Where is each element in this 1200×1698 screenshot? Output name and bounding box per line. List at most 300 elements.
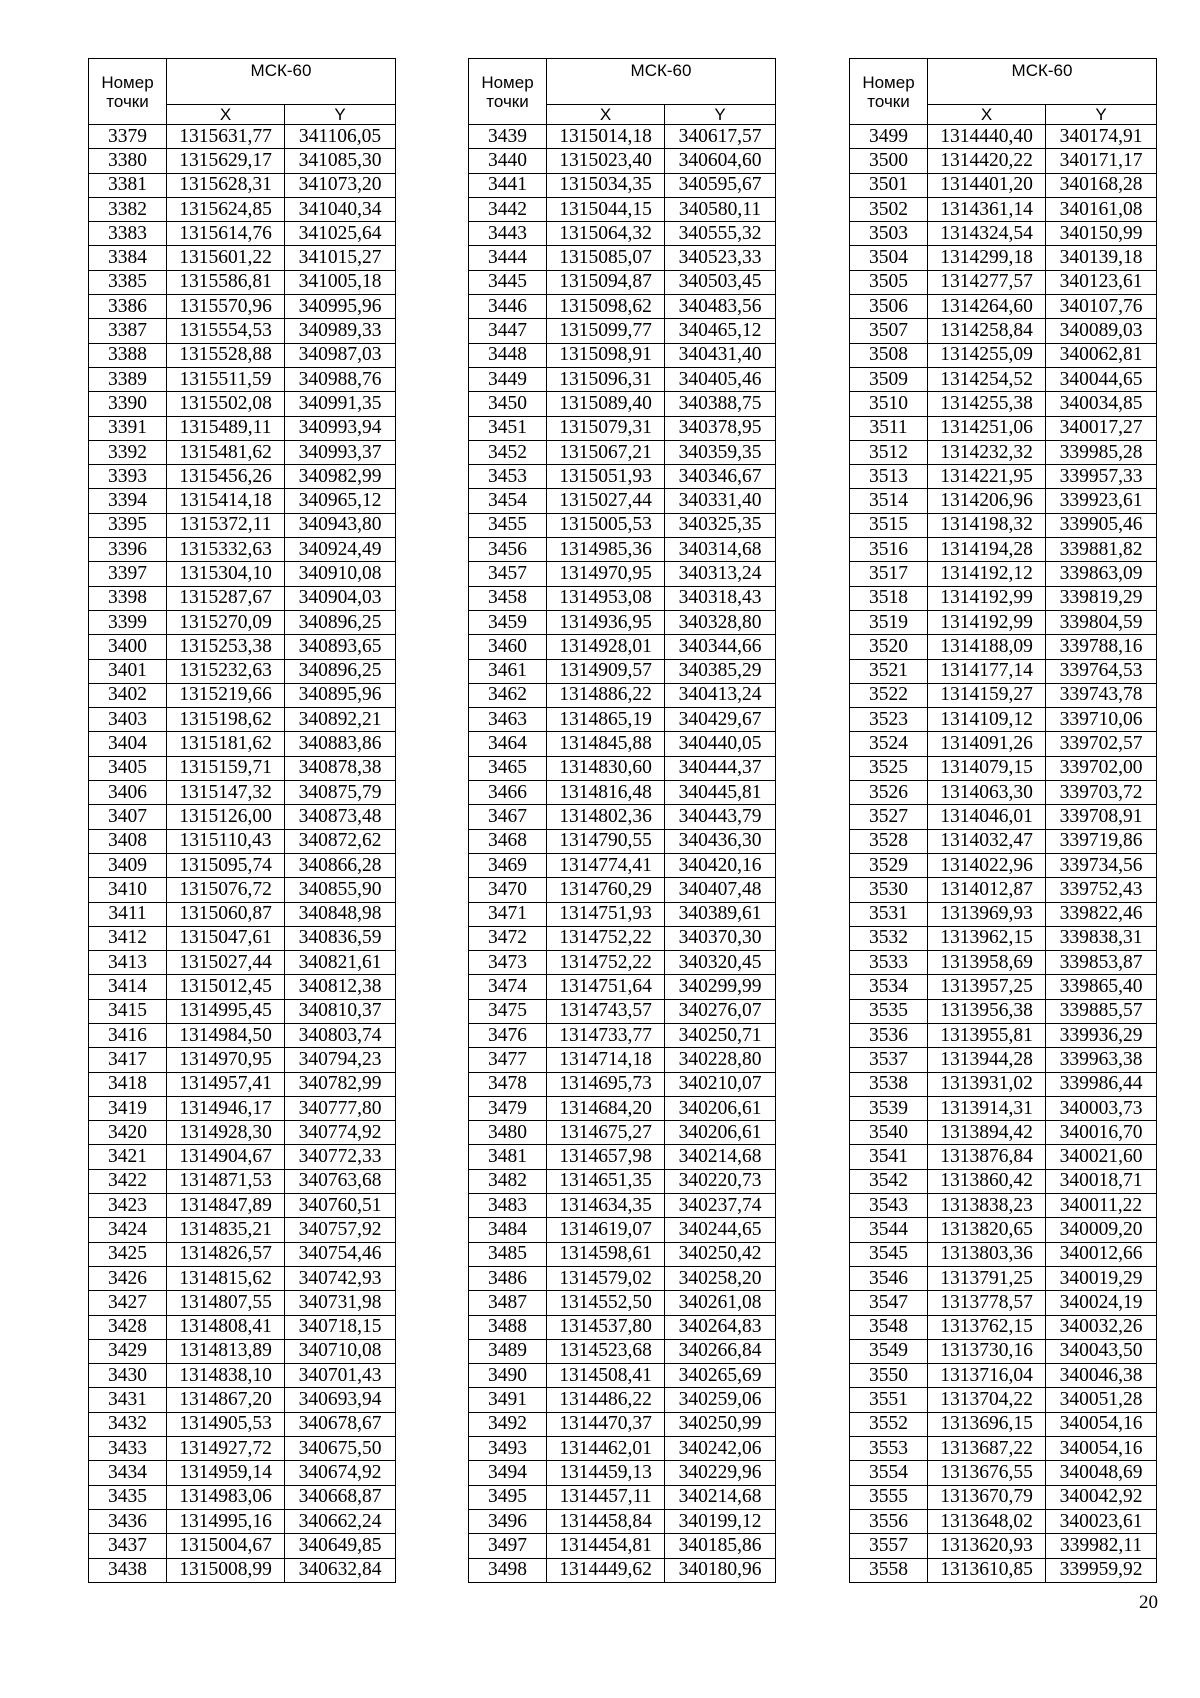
point-number-cell: 3469	[469, 853, 547, 877]
x-coordinate-cell: 1314299,18	[928, 246, 1046, 270]
x-coordinate-cell: 1313696,15	[928, 1412, 1046, 1436]
x-coordinate-cell: 1314462,01	[547, 1437, 665, 1461]
table-row	[89, 1145, 396, 1169]
point-number-cell: 3530	[850, 878, 928, 902]
point-number-cell: 3476	[469, 1023, 547, 1047]
x-coordinate-cell: 1314936,95	[547, 610, 665, 634]
table-row	[850, 999, 1157, 1023]
y-coordinate-cell: 340003,73	[1046, 1096, 1157, 1120]
y-coordinate-cell: 340431,40	[665, 343, 776, 367]
y-coordinate-cell: 340429,67	[665, 708, 776, 732]
table-row	[850, 1096, 1157, 1120]
point-number-cell: 3487	[469, 1291, 547, 1315]
x-coordinate-cell: 1314221,95	[928, 465, 1046, 489]
y-coordinate-cell: 340346,67	[665, 465, 776, 489]
y-coordinate-cell: 340054,16	[1046, 1412, 1157, 1436]
point-number-cell: 3535	[850, 999, 928, 1023]
point-number-cell: 3482	[469, 1169, 547, 1193]
x-coordinate-cell: 1315008,99	[167, 1558, 285, 1582]
x-coordinate-cell: 1315554,53	[167, 319, 285, 343]
table-row	[850, 781, 1157, 805]
point-number-cell: 3507	[850, 319, 928, 343]
table-row	[850, 1558, 1157, 1582]
x-coordinate-cell: 1313687,22	[928, 1437, 1046, 1461]
table-row	[469, 125, 776, 149]
y-coordinate-cell: 340866,28	[285, 853, 396, 877]
x-coordinate-cell: 1314928,30	[167, 1121, 285, 1145]
table-row	[469, 756, 776, 780]
x-coordinate-cell: 1314192,99	[928, 610, 1046, 634]
x-coordinate-cell: 1314886,22	[547, 683, 665, 707]
point-number-cell: 3499	[850, 125, 928, 149]
y-coordinate-cell: 340023,61	[1046, 1509, 1157, 1533]
table-row	[850, 635, 1157, 659]
table-row	[469, 732, 776, 756]
table-row	[850, 902, 1157, 926]
y-coordinate-cell: 340982,99	[285, 465, 396, 489]
y-coordinate-cell: 339923,61	[1046, 489, 1157, 513]
point-number-cell: 3510	[850, 392, 928, 416]
y-coordinate-cell: 340388,75	[665, 392, 776, 416]
point-number-cell: 3504	[850, 246, 928, 270]
x-coordinate-cell: 1315067,21	[547, 440, 665, 464]
point-number-cell: 3532	[850, 926, 928, 950]
table-row	[469, 829, 776, 853]
table-row	[89, 1291, 396, 1315]
point-number-cell: 3386	[89, 295, 167, 319]
table-row	[850, 853, 1157, 877]
x-coordinate-cell: 1315502,08	[167, 392, 285, 416]
point-number-cell: 3382	[89, 197, 167, 221]
y-coordinate-cell: 340754,46	[285, 1242, 396, 1266]
point-number-cell: 3460	[469, 635, 547, 659]
table-row	[469, 295, 776, 319]
y-coordinate-cell: 340988,76	[285, 367, 396, 391]
point-number-cell: 3506	[850, 295, 928, 319]
point-number-cell: 3384	[89, 246, 167, 270]
point-number-cell: 3551	[850, 1388, 928, 1412]
y-coordinate-cell: 340174,91	[1046, 125, 1157, 149]
point-number-cell: 3388	[89, 343, 167, 367]
y-coordinate-cell: 339957,33	[1046, 465, 1157, 489]
point-number-cell: 3438	[89, 1558, 167, 1582]
point-number-cell: 3403	[89, 708, 167, 732]
x-coordinate-cell: 1315614,76	[167, 222, 285, 246]
y-coordinate-cell: 340413,24	[665, 683, 776, 707]
table-row	[850, 659, 1157, 683]
table-row	[89, 149, 396, 173]
x-coordinate-cell: 1314946,17	[167, 1096, 285, 1120]
point-number-cell: 3492	[469, 1412, 547, 1436]
point-number-cell: 3399	[89, 610, 167, 634]
x-coordinate-cell: 1313716,04	[928, 1364, 1046, 1388]
point-number-cell: 3450	[469, 392, 547, 416]
x-coordinate-cell: 1313620,93	[928, 1534, 1046, 1558]
table-row	[850, 1242, 1157, 1266]
y-coordinate-cell: 339819,29	[1046, 586, 1157, 610]
point-number-cell: 3412	[89, 926, 167, 950]
y-coordinate-cell: 340523,33	[665, 246, 776, 270]
table-row	[850, 1194, 1157, 1218]
table-row	[469, 951, 776, 975]
x-coordinate-cell: 1314847,89	[167, 1194, 285, 1218]
table-row	[89, 246, 396, 270]
point-number-cell: 3385	[89, 270, 167, 294]
point-number-cell: 3393	[89, 465, 167, 489]
table-row	[469, 1534, 776, 1558]
y-coordinate-cell: 340150,99	[1046, 222, 1157, 246]
table-row	[469, 926, 776, 950]
table-row	[89, 538, 396, 562]
table-row	[850, 1534, 1157, 1558]
point-number-cell: 3525	[850, 756, 928, 780]
point-number-header	[469, 59, 547, 125]
x-coordinate-cell: 1314198,32	[928, 513, 1046, 537]
x-coordinate-cell: 1313670,79	[928, 1485, 1046, 1509]
y-coordinate-cell: 340250,71	[665, 1023, 776, 1047]
table-row	[850, 1509, 1157, 1533]
table-row	[89, 732, 396, 756]
point-number-cell: 3519	[850, 610, 928, 634]
y-coordinate-cell: 340810,37	[285, 999, 396, 1023]
point-number-cell: 3555	[850, 1485, 928, 1509]
point-number-cell: 3488	[469, 1315, 547, 1339]
y-coordinate-cell: 340214,68	[665, 1485, 776, 1509]
table-row	[469, 1558, 776, 1582]
point-number-cell: 3493	[469, 1437, 547, 1461]
table-row	[89, 562, 396, 586]
point-number-cell: 3414	[89, 975, 167, 999]
table-row	[469, 562, 776, 586]
table-row	[89, 1121, 396, 1145]
y-coordinate-cell: 340009,20	[1046, 1218, 1157, 1242]
x-coordinate-cell: 1314012,87	[928, 878, 1046, 902]
point-number-cell: 3448	[469, 343, 547, 367]
point-number-cell: 3467	[469, 805, 547, 829]
x-coordinate-cell: 1314192,12	[928, 562, 1046, 586]
x-coordinate-cell: 1313957,25	[928, 975, 1046, 999]
x-coordinate-cell: 1314255,38	[928, 392, 1046, 416]
table-row	[469, 781, 776, 805]
point-number-cell: 3419	[89, 1096, 167, 1120]
y-coordinate-cell: 340617,57	[665, 125, 776, 149]
table-row	[89, 513, 396, 537]
x-coordinate-cell: 1313876,84	[928, 1145, 1046, 1169]
point-number-cell: 3466	[469, 781, 547, 805]
x-coordinate-cell: 1314079,15	[928, 756, 1046, 780]
y-coordinate-cell: 340168,28	[1046, 173, 1157, 197]
x-coordinate-cell: 1314816,48	[547, 781, 665, 805]
point-number-cell: 3441	[469, 173, 547, 197]
point-number-cell: 3485	[469, 1242, 547, 1266]
table-row	[89, 270, 396, 294]
y-coordinate-cell: 340872,62	[285, 829, 396, 853]
x-coordinate-cell: 1314743,57	[547, 999, 665, 1023]
x-coordinate-cell: 1314194,28	[928, 538, 1046, 562]
point-number-cell: 3409	[89, 853, 167, 877]
point-number-cell: 3527	[850, 805, 928, 829]
y-column-header: Y	[1046, 105, 1157, 125]
y-coordinate-cell: 341040,34	[285, 197, 396, 221]
y-coordinate-cell: 340678,67	[285, 1412, 396, 1436]
x-coordinate-cell: 1314684,20	[547, 1096, 665, 1120]
y-coordinate-cell: 340443,79	[665, 805, 776, 829]
x-coordinate-cell: 1314995,16	[167, 1509, 285, 1533]
x-coordinate-cell: 1314258,84	[928, 319, 1046, 343]
table-row	[469, 853, 776, 877]
x-coordinate-cell: 1315034,35	[547, 173, 665, 197]
coordinate-system-header: МСК-60	[928, 59, 1157, 105]
x-column-header: X	[547, 105, 665, 125]
y-coordinate-cell: 340043,50	[1046, 1339, 1157, 1363]
point-number-cell: 3554	[850, 1461, 928, 1485]
table-row	[89, 222, 396, 246]
x-coordinate-cell: 1313838,23	[928, 1194, 1046, 1218]
point-number-cell: 3395	[89, 513, 167, 537]
x-coordinate-cell: 1314486,22	[547, 1388, 665, 1412]
point-number-cell: 3539	[850, 1096, 928, 1120]
x-coordinate-cell: 1315631,77	[167, 125, 285, 149]
table-row	[89, 1534, 396, 1558]
point-number-cell: 3515	[850, 513, 928, 537]
y-coordinate-cell: 340848,98	[285, 902, 396, 926]
y-coordinate-cell: 340171,17	[1046, 149, 1157, 173]
y-coordinate-cell: 340261,08	[665, 1291, 776, 1315]
x-coordinate-cell: 1315005,53	[547, 513, 665, 537]
point-number-header-line2: точки	[106, 91, 149, 111]
x-coordinate-cell: 1313860,42	[928, 1169, 1046, 1193]
y-coordinate-cell: 340276,07	[665, 999, 776, 1023]
point-number-cell: 3456	[469, 538, 547, 562]
coordinate-system-header: МСК-60	[167, 59, 396, 105]
y-coordinate-cell: 340328,80	[665, 610, 776, 634]
table-row	[469, 1266, 776, 1290]
point-number-cell: 3394	[89, 489, 167, 513]
y-coordinate-cell: 340878,38	[285, 756, 396, 780]
x-coordinate-cell: 1315372,11	[167, 513, 285, 537]
point-number-cell: 3541	[850, 1145, 928, 1169]
x-coordinate-cell: 1314459,13	[547, 1461, 665, 1485]
point-number-cell: 3500	[850, 149, 928, 173]
y-coordinate-cell: 340180,96	[665, 1558, 776, 1582]
y-coordinate-cell: 339853,87	[1046, 951, 1157, 975]
y-coordinate-cell: 340924,49	[285, 538, 396, 562]
x-coordinate-cell: 1315027,44	[547, 489, 665, 513]
y-coordinate-cell: 340895,96	[285, 683, 396, 707]
table-row	[469, 1437, 776, 1461]
table-row	[850, 392, 1157, 416]
table-row	[469, 1072, 776, 1096]
y-coordinate-cell: 340420,16	[665, 853, 776, 877]
table-row	[89, 1218, 396, 1242]
y-coordinate-cell: 340299,99	[665, 975, 776, 999]
point-number-cell: 3518	[850, 586, 928, 610]
table-row	[850, 538, 1157, 562]
point-number-cell: 3465	[469, 756, 547, 780]
x-coordinate-cell: 1314867,20	[167, 1388, 285, 1412]
x-coordinate-cell: 1313610,85	[928, 1558, 1046, 1582]
x-coordinate-cell: 1314651,35	[547, 1169, 665, 1193]
table-row	[850, 1461, 1157, 1485]
point-number-cell: 3546	[850, 1266, 928, 1290]
point-number-cell: 3446	[469, 295, 547, 319]
point-number-cell: 3508	[850, 343, 928, 367]
table-row	[89, 125, 396, 149]
table-row	[89, 586, 396, 610]
point-number-cell: 3407	[89, 805, 167, 829]
y-coordinate-cell: 339708,91	[1046, 805, 1157, 829]
point-number-cell: 3503	[850, 222, 928, 246]
y-coordinate-cell: 340503,45	[665, 270, 776, 294]
x-coordinate-cell: 1314255,09	[928, 343, 1046, 367]
y-coordinate-cell: 340210,07	[665, 1072, 776, 1096]
table-row	[850, 513, 1157, 537]
table-row	[850, 270, 1157, 294]
table-row	[469, 367, 776, 391]
x-coordinate-cell: 1314984,50	[167, 1023, 285, 1047]
point-number-cell: 3401	[89, 659, 167, 683]
x-coordinate-cell: 1313969,93	[928, 902, 1046, 926]
table-row	[469, 343, 776, 367]
table-row	[850, 1437, 1157, 1461]
y-coordinate-cell: 339985,28	[1046, 440, 1157, 464]
point-number-cell: 3464	[469, 732, 547, 756]
table-row	[850, 610, 1157, 634]
table-row	[469, 635, 776, 659]
x-coordinate-cell: 1315060,87	[167, 902, 285, 926]
table-row	[469, 149, 776, 173]
point-number-cell: 3392	[89, 440, 167, 464]
point-number-cell: 3417	[89, 1048, 167, 1072]
table-row	[469, 708, 776, 732]
point-number-cell: 3553	[850, 1437, 928, 1461]
x-coordinate-cell: 1315099,77	[547, 319, 665, 343]
point-number-cell: 3447	[469, 319, 547, 343]
x-coordinate-cell: 1315219,66	[167, 683, 285, 707]
table-row	[89, 683, 396, 707]
x-coordinate-cell: 1314537,80	[547, 1315, 665, 1339]
x-coordinate-cell: 1315027,44	[167, 951, 285, 975]
x-coordinate-cell: 1314733,77	[547, 1023, 665, 1047]
x-coordinate-cell: 1313803,36	[928, 1242, 1046, 1266]
table-row	[469, 1339, 776, 1363]
y-coordinate-cell: 340836,59	[285, 926, 396, 950]
x-coordinate-cell: 1315089,40	[547, 392, 665, 416]
y-coordinate-cell: 340250,99	[665, 1412, 776, 1436]
y-coordinate-cell: 340701,43	[285, 1364, 396, 1388]
x-coordinate-cell: 1314813,89	[167, 1339, 285, 1363]
y-coordinate-cell: 340987,03	[285, 343, 396, 367]
x-coordinate-cell: 1314159,27	[928, 683, 1046, 707]
point-number-cell: 3478	[469, 1072, 547, 1096]
x-coordinate-cell: 1314970,95	[547, 562, 665, 586]
y-coordinate-cell: 340632,84	[285, 1558, 396, 1582]
x-coordinate-cell: 1314598,61	[547, 1242, 665, 1266]
table-row	[850, 149, 1157, 173]
point-number-cell: 3498	[469, 1558, 547, 1582]
y-coordinate-cell: 339881,82	[1046, 538, 1157, 562]
table-row	[89, 1266, 396, 1290]
x-coordinate-cell: 1314458,84	[547, 1509, 665, 1533]
x-coordinate-cell: 1315481,62	[167, 440, 285, 464]
point-number-cell: 3432	[89, 1412, 167, 1436]
x-coordinate-cell: 1314063,30	[928, 781, 1046, 805]
point-number-cell: 3429	[89, 1339, 167, 1363]
y-coordinate-cell: 339986,44	[1046, 1072, 1157, 1096]
table-row	[469, 440, 776, 464]
table-row	[469, 902, 776, 926]
point-number-cell: 3512	[850, 440, 928, 464]
table-row	[469, 513, 776, 537]
table-row	[469, 975, 776, 999]
x-coordinate-cell: 1314714,18	[547, 1048, 665, 1072]
point-number-cell: 3431	[89, 1388, 167, 1412]
x-coordinate-cell: 1314192,99	[928, 586, 1046, 610]
x-coordinate-cell: 1315601,22	[167, 246, 285, 270]
point-number-cell: 3547	[850, 1291, 928, 1315]
point-number-cell: 3415	[89, 999, 167, 1023]
y-coordinate-cell: 339702,57	[1046, 732, 1157, 756]
table-row	[850, 1412, 1157, 1436]
table-row	[469, 1315, 776, 1339]
point-number-cell: 3454	[469, 489, 547, 513]
point-number-cell: 3486	[469, 1266, 547, 1290]
x-coordinate-cell: 1315253,38	[167, 635, 285, 659]
table-row	[89, 1485, 396, 1509]
point-number-cell: 3459	[469, 610, 547, 634]
point-number-cell: 3404	[89, 732, 167, 756]
x-coordinate-cell: 1313730,16	[928, 1339, 1046, 1363]
table-row	[89, 440, 396, 464]
x-coordinate-cell: 1314815,62	[167, 1266, 285, 1290]
x-coordinate-cell: 1315628,31	[167, 173, 285, 197]
point-number-cell: 3548	[850, 1315, 928, 1339]
y-coordinate-cell: 340161,08	[1046, 197, 1157, 221]
x-coordinate-cell: 1313955,81	[928, 1023, 1046, 1047]
table-row	[850, 586, 1157, 610]
table-row	[89, 853, 396, 877]
table-row	[850, 1388, 1157, 1412]
table-row	[89, 1242, 396, 1266]
x-coordinate-cell: 1315570,96	[167, 295, 285, 319]
point-number-cell: 3406	[89, 781, 167, 805]
table-row	[469, 538, 776, 562]
x-coordinate-cell: 1314401,20	[928, 173, 1046, 197]
y-coordinate-cell: 340016,70	[1046, 1121, 1157, 1145]
y-coordinate-cell: 340199,12	[665, 1509, 776, 1533]
x-coordinate-cell: 1313820,65	[928, 1218, 1046, 1242]
table-row	[469, 999, 776, 1023]
x-coordinate-cell: 1314254,52	[928, 367, 1046, 391]
point-number-cell: 3442	[469, 197, 547, 221]
x-coordinate-cell: 1314324,54	[928, 222, 1046, 246]
x-coordinate-cell: 1314032,47	[928, 829, 1046, 853]
y-coordinate-cell: 340258,20	[665, 1266, 776, 1290]
point-number-cell: 3523	[850, 708, 928, 732]
table-row	[89, 635, 396, 659]
table-row	[89, 926, 396, 950]
point-number-cell: 3533	[850, 951, 928, 975]
point-number-cell: 3389	[89, 367, 167, 391]
table-row	[89, 343, 396, 367]
table-row	[89, 829, 396, 853]
x-coordinate-cell: 1314361,14	[928, 197, 1046, 221]
table-row	[469, 1509, 776, 1533]
y-coordinate-cell: 340875,79	[285, 781, 396, 805]
y-coordinate-cell: 341106,05	[285, 125, 396, 149]
x-column-header: X	[928, 105, 1046, 125]
x-coordinate-cell: 1314927,72	[167, 1437, 285, 1461]
